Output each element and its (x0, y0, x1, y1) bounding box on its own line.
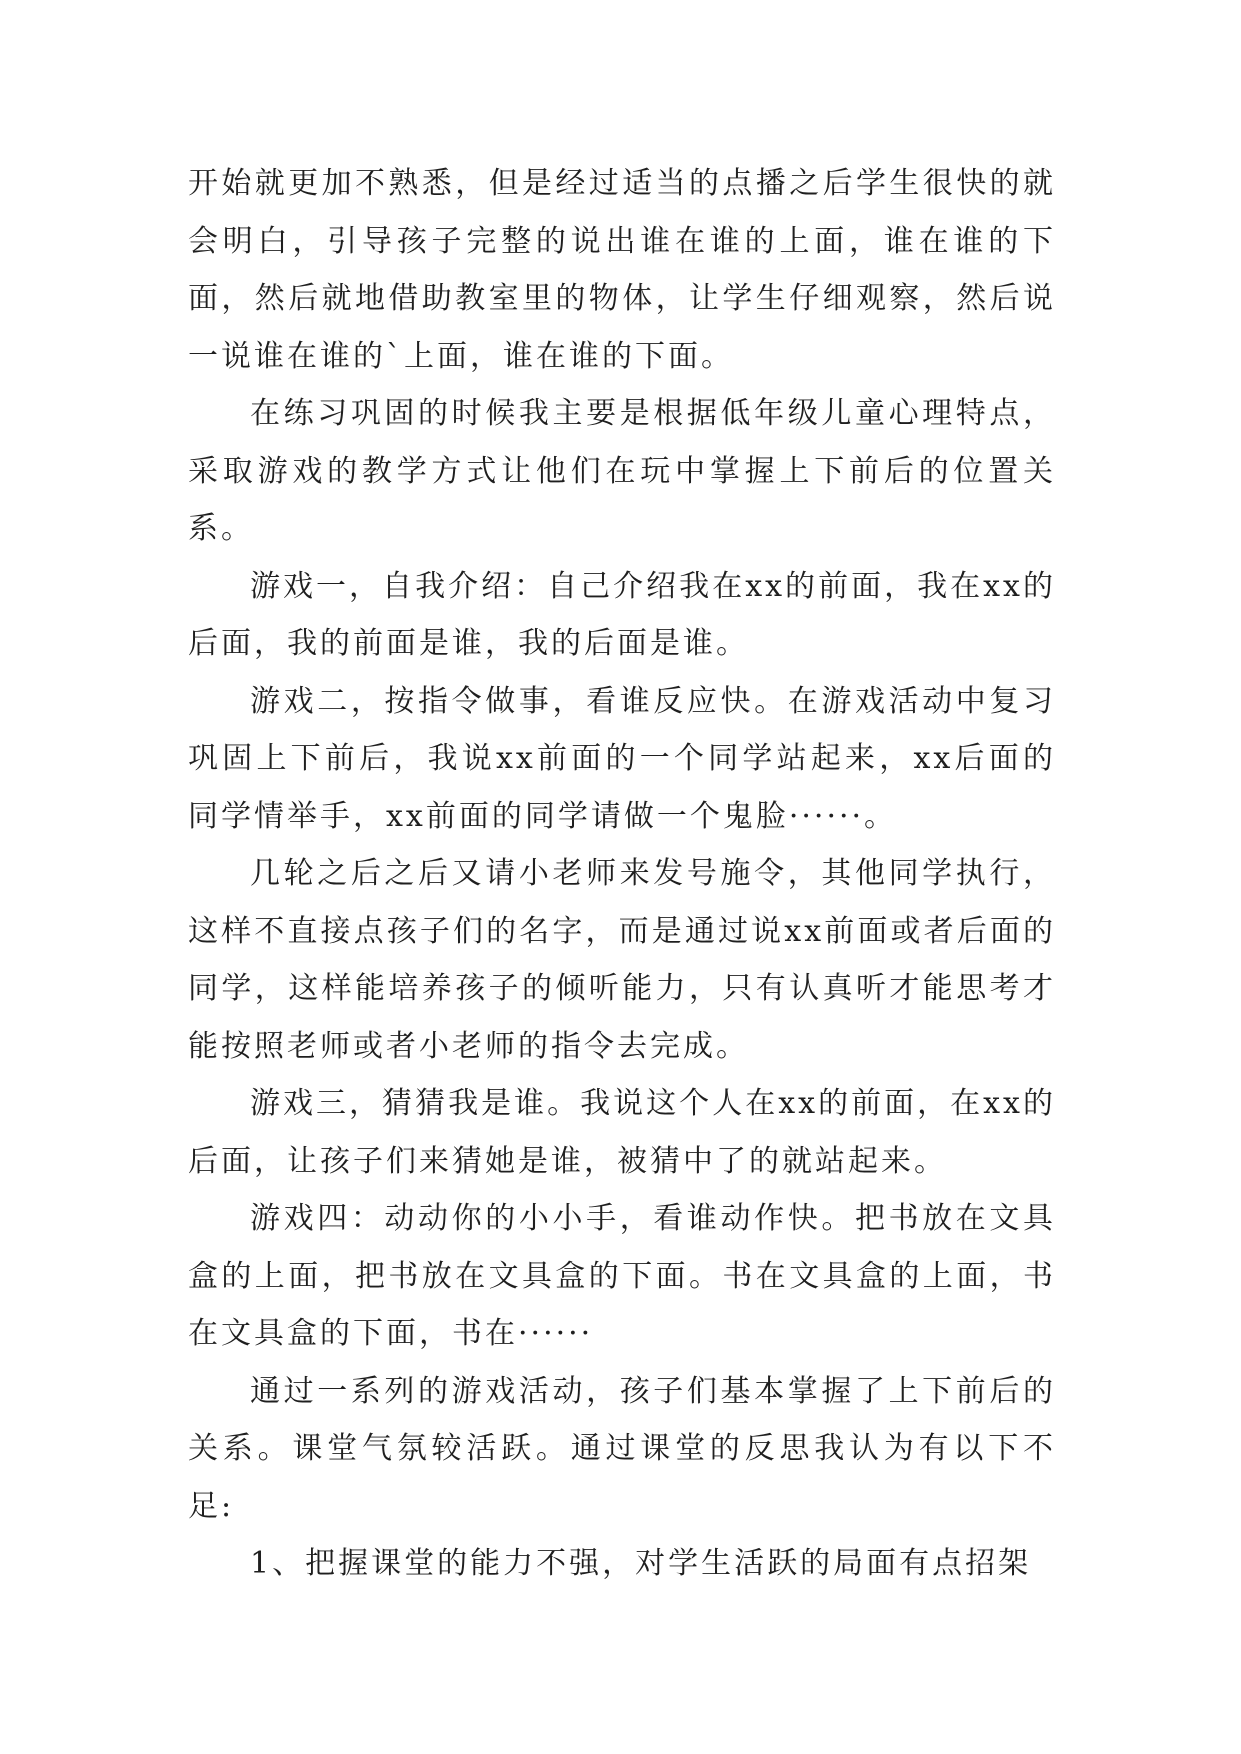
paragraph-3: 游戏一，自我介绍：自己介绍我在xx的前面，我在xx的后面，我的前面是谁，我的后面是谁。 (188, 568, 1056, 661)
document-body (188, 155, 1056, 1593)
paragraph-8: 通过一系列的游戏活动，孩子们基本掌握了上下前后的关系。课堂气氛较活跃。通过课堂的反思我认为有以下不足: (188, 1373, 1056, 1524)
paragraph-2: 在练习巩固的时候我主要是根据低年级儿童心理特点，采取游戏的教学方式让他们在玩中掌握上下前后的位置关系。 (188, 396, 1056, 546)
paragraph-4: 游戏二，按指令做事，看谁反应快。在游戏活动中复习巩固上下前后，我说xx前面的一个同学站起来，xx后面的同学情举手，xx前面的同学请做一个鬼脸······。 (188, 683, 1056, 834)
paragraph-5: 几轮之后之后又请小老师来发号施令，其他同学执行，这样不直接点孩子们的名字，而是通过说xx前面或者后面的同学，这样能培养孩子的倾听能力，只有认真听才能思考才能按照老师或者小老师的指令去完成。 (188, 856, 1056, 1064)
paragraph-1: 开始就更加不熟悉，但是经过适当的点播之后学生很快的就会明白，引导孩子完整的说出谁在谁的上面，谁在谁的下面，然后就地借助教室里的物体，让学生仔细观察，然后说一说谁在谁的`上面，谁在谁的下面。 (188, 166, 1056, 374)
paragraph-9: 1、把握课堂的能力不强，对学生活跃的局面有点招架 (250, 1546, 1032, 1581)
paragraph-6: 游戏三，猜猜我是谁。我说这个人在xx的前面，在xx的后面，让孩子们来猜她是谁，被猜中了的就站起来。 (188, 1086, 1056, 1179)
paragraph-7: 游戏四：动动你的小小手，看谁动作快。把书放在文具盒的上面，把书放在文具盒的下面。书在文具盒的上面，书在文具盒的下面，书在······ (188, 1201, 1056, 1351)
